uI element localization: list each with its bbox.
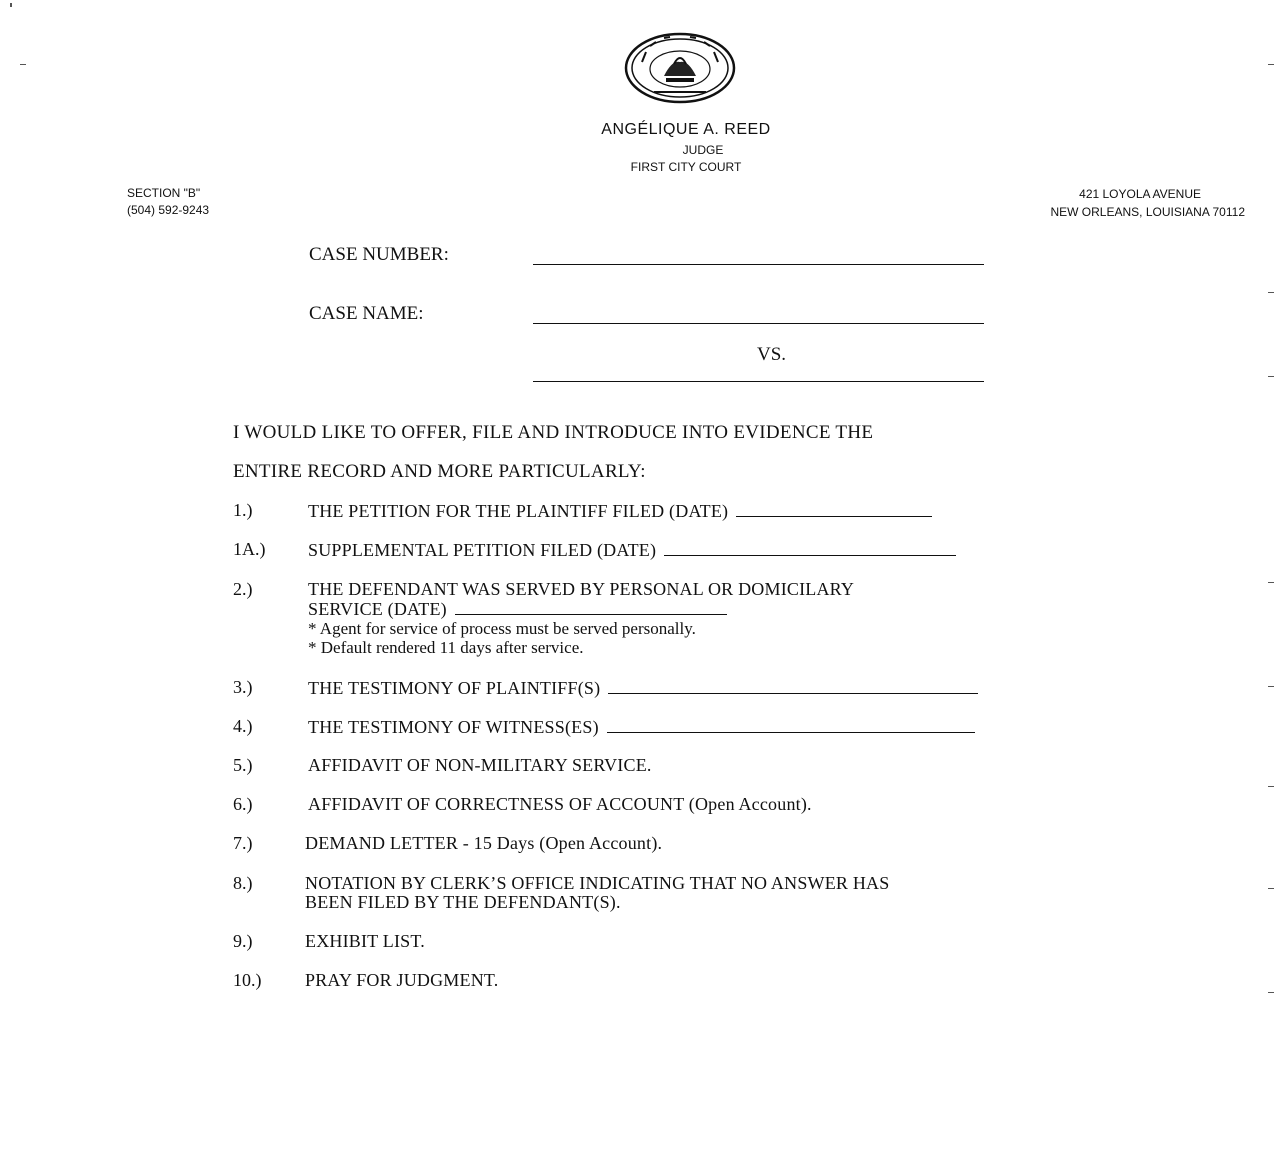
scan-mark xyxy=(1268,786,1274,787)
item-text: AFFIDAVIT OF NON-MILITARY SERVICE. xyxy=(308,755,652,775)
item-number: 6.) xyxy=(233,794,253,814)
list-item xyxy=(308,598,727,620)
scan-mark xyxy=(1268,582,1274,583)
intro-line-1: I WOULD LIKE TO OFFER, FILE AND INTRODUCE INTO EVIDENCE THE xyxy=(233,422,874,443)
scan-mark xyxy=(1268,992,1274,993)
louisiana-state-seal xyxy=(624,32,736,104)
date-fill-line[interactable] xyxy=(736,500,932,517)
judge-title: JUDGE xyxy=(682,143,724,157)
court-name: FIRST CITY COURT xyxy=(630,160,742,174)
item-note: * Agent for service of process must be served personally. xyxy=(308,619,696,638)
list-item xyxy=(308,539,956,561)
name-fill-line[interactable] xyxy=(608,677,978,694)
case-name-defendant-line[interactable] xyxy=(533,381,984,382)
date-fill-line[interactable] xyxy=(664,539,956,556)
scan-mark xyxy=(1268,888,1274,889)
item-number: 8.) xyxy=(233,873,253,893)
name-fill-line[interactable] xyxy=(607,716,975,733)
item-note: * Default rendered 11 days after service. xyxy=(308,638,584,657)
intro-line-2: ENTIRE RECORD AND MORE PARTICULARLY: xyxy=(233,461,646,482)
item-text: EXHIBIT LIST. xyxy=(305,931,425,951)
item-text-continued: SERVICE (DATE) xyxy=(308,599,447,619)
date-fill-line[interactable] xyxy=(455,598,727,615)
scan-mark xyxy=(20,64,26,65)
item-number: 1.) xyxy=(233,500,253,520)
item-number: 1A.) xyxy=(233,539,266,559)
scan-mark xyxy=(10,3,12,7)
address-line-1: 421 LOYOLA AVENUE xyxy=(1079,187,1201,201)
case-name-label: CASE NAME: xyxy=(309,303,424,324)
item-number: 10.) xyxy=(233,970,262,990)
item-text: NOTATION BY CLERK’S OFFICE INDICATING THAT NO ANSWER HAS xyxy=(305,873,890,893)
item-number: 3.) xyxy=(233,677,253,697)
scan-mark xyxy=(1268,376,1274,377)
list-item xyxy=(308,500,932,522)
item-number: 9.) xyxy=(233,931,253,951)
scan-mark xyxy=(1268,686,1274,687)
item-text: THE TESTIMONY OF WITNESS(ES) xyxy=(308,717,599,737)
item-text: PRAY FOR JUDGMENT. xyxy=(305,970,499,990)
item-number: 5.) xyxy=(233,755,253,775)
scan-mark xyxy=(1268,292,1274,293)
item-number: 4.) xyxy=(233,716,253,736)
item-number: 7.) xyxy=(233,833,253,853)
item-text: SUPPLEMENTAL PETITION FILED (DATE) xyxy=(308,540,657,560)
judge-name: ANGÉLIQUE A. REED xyxy=(601,121,771,138)
case-number-label: CASE NUMBER: xyxy=(309,244,449,265)
section-label: SECTION "B" xyxy=(127,186,201,200)
phone-number: (504) 592-9243 xyxy=(127,203,210,217)
scan-mark xyxy=(1268,64,1274,65)
list-item xyxy=(308,716,975,738)
item-number: 2.) xyxy=(233,579,253,599)
item-text: DEMAND LETTER - 15 Days (Open Account). xyxy=(305,833,663,853)
address-line-2: NEW ORLEANS, LOUISIANA 70112 xyxy=(1050,205,1245,219)
item-text: THE DEFENDANT WAS SERVED BY PERSONAL OR DOMICILARY xyxy=(308,579,855,599)
item-text: AFFIDAVIT OF CORRECTNESS OF ACCOUNT (Open Account). xyxy=(308,794,812,814)
item-text: THE PETITION FOR THE PLAINTIFF FILED (DATE) xyxy=(308,501,729,521)
case-name-line[interactable] xyxy=(533,323,984,324)
vs-label: VS. xyxy=(757,344,787,365)
item-text-continued: BEEN FILED BY THE DEFENDANT(S). xyxy=(305,892,621,912)
list-item xyxy=(308,677,978,699)
item-text: THE TESTIMONY OF PLAINTIFF(S) xyxy=(308,678,601,698)
case-number-line[interactable] xyxy=(533,264,984,265)
